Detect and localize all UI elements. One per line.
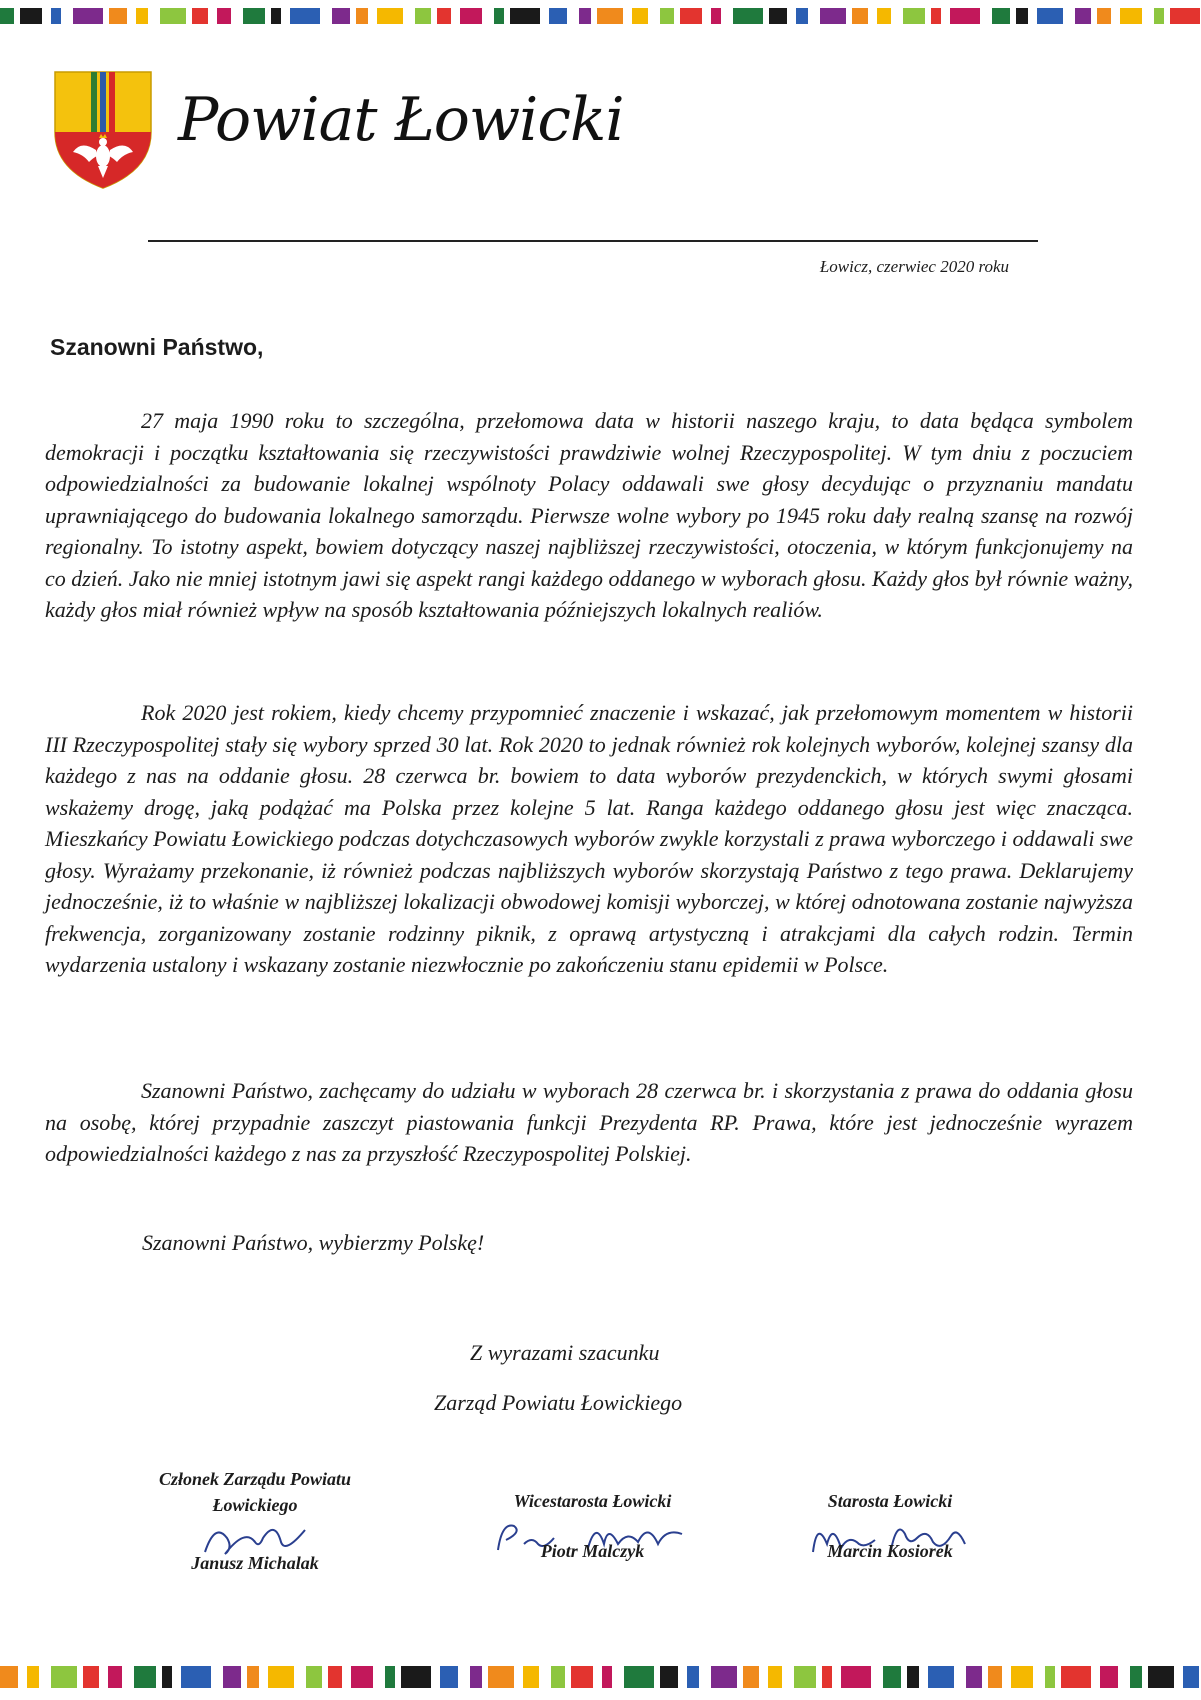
stripe-gap <box>1142 8 1154 24</box>
stripe-segment <box>437 8 451 24</box>
crest-stripe-blue <box>100 72 106 132</box>
stripe-segment <box>571 1666 593 1688</box>
signatory-name: Marcin Kosiorek <box>827 1541 953 1561</box>
stripe-gap <box>373 1666 385 1688</box>
stripe-gap <box>782 1666 794 1688</box>
stripe-gap <box>281 8 290 24</box>
signatory-role: Wicestarosta Łowicki <box>513 1491 672 1511</box>
stripe-segment <box>928 1666 954 1688</box>
signature-block-board-member <box>150 1466 360 1576</box>
stripe-segment <box>351 1666 373 1688</box>
stripe-gap <box>99 1666 108 1688</box>
stripe-segment <box>73 8 103 24</box>
stripe-segment <box>51 8 61 24</box>
stripe-segment <box>794 1666 816 1688</box>
stripe-segment <box>440 1666 458 1688</box>
stripe-segment <box>136 8 148 24</box>
stripe-segment <box>385 1666 395 1688</box>
stripe-gap <box>368 8 377 24</box>
stripe-gap <box>482 8 494 24</box>
stripe-segment <box>0 1666 18 1688</box>
stripe-gap <box>1063 8 1075 24</box>
stripe-segment <box>271 8 281 24</box>
stripe-segment <box>160 8 186 24</box>
stripe-segment <box>217 8 231 24</box>
stripe-segment <box>415 8 431 24</box>
stripe-gap <box>593 1666 602 1688</box>
stripe-segment <box>743 1666 759 1688</box>
stripe-segment <box>377 8 403 24</box>
stripe-segment <box>796 8 808 24</box>
signatory-role: Członek Zarządu Powiatu Łowickiego <box>158 1469 352 1515</box>
regards: Z wyrazami szacunku <box>470 1340 660 1365</box>
stripe-segment <box>680 8 702 24</box>
paragraph-1: 27 maja 1990 roku to szczególna, przełomowa data w historii naszego kraju, to data będąca symbolem demokracji i początku kształtowania się rzeczywistości prawdziwie wolnej Rzeczypospolitej. W tym dniu z poczuciem odpowiedzialności za budowanie lokalnej wspólnoty Polacy oddawali swe głosy decydując o przyznaniu mandatu uprawniającego do budowania lokalnego samorządu. Pierwsze wolne wybory po 1945 roku dały realną szansę na rozwój regionalny. To istotny aspekt, bowiem dotyczący naszej najbliższej rzeczywistości, otoczenia, w którym funkcjonujemy na co dzień. Jako nie mniej istotnym jawi się aspekt rangi każdego oddanego w wyborach głosu. Każdy głos był równie ważny, każdy głos miał również wpływ na sposób kształtowania późniejszych lokalnych realiów. <box>45 408 1133 622</box>
stripe-segment <box>488 1666 514 1688</box>
stripe-segment <box>328 1666 342 1688</box>
stripe-segment <box>711 8 721 24</box>
stripe-gap <box>623 8 632 24</box>
stripe-segment <box>1170 8 1200 24</box>
stripe-gap <box>919 1666 928 1688</box>
stripe-gap <box>1033 1666 1045 1688</box>
stripe-gap <box>1002 1666 1011 1688</box>
stripe-segment <box>290 8 320 24</box>
stripe-segment <box>162 1666 172 1688</box>
stripe-segment <box>768 1666 782 1688</box>
stripe-gap <box>868 8 877 24</box>
stripe-segment <box>356 8 368 24</box>
stripe-gap <box>721 8 733 24</box>
stripe-gap <box>431 1666 440 1688</box>
stripe-gap <box>787 8 796 24</box>
stripe-gap <box>403 8 415 24</box>
stripe-gap <box>980 8 992 24</box>
stripe-gap <box>211 1666 223 1688</box>
stripe-segment <box>243 8 265 24</box>
stripe-segment <box>733 8 763 24</box>
stripe-segment <box>988 1666 1002 1688</box>
stripe-segment <box>109 8 127 24</box>
stripe-segment <box>1011 1666 1033 1688</box>
stripe-gap <box>678 1666 687 1688</box>
stripe-segment <box>711 1666 737 1688</box>
stripe-segment <box>1075 8 1091 24</box>
date-line: Łowicz, czerwiec 2020 roku <box>819 257 1009 276</box>
stripe-gap <box>759 1666 768 1688</box>
stripe-segment <box>523 1666 539 1688</box>
stripe-gap <box>539 1666 551 1688</box>
stripe-segment <box>306 1666 322 1688</box>
stripe-segment <box>820 8 846 24</box>
stripe-segment <box>181 1666 211 1688</box>
stripe-segment <box>549 8 567 24</box>
stripe-gap <box>1028 8 1037 24</box>
stripe-segment <box>966 1666 982 1688</box>
stripe-gap <box>39 1666 51 1688</box>
stripe-gap <box>1174 1666 1183 1688</box>
stripe-segment <box>883 1666 901 1688</box>
stripe-gap <box>1118 1666 1130 1688</box>
stripe-segment <box>687 1666 699 1688</box>
stripe-segment <box>769 8 787 24</box>
stripe-segment <box>551 1666 565 1688</box>
stripe-segment <box>992 8 1010 24</box>
stripe-gap <box>122 1666 134 1688</box>
bottom-color-stripe <box>0 1666 1201 1688</box>
paragraph-2: Rok 2020 jest rokiem, kiedy chcemy przypomnieć znaczenie i wskazać, jak przełomowym momentem w historii III Rzeczypospolitej stały się wybory sprzed 30 lat. Rok 2020 to jednak również rok kolejnych wyborów, kolejnej szansy dla każdego z nas na oddanie głosu. 28 czerwca br. bowiem to data wyborów prezydenckich, w których swymi głosami wskażemy drogę, jaką podążać ma Polska przez kolejne 5 lat. Ranga każdego oddanego głosu jest więc znacząca. Mieszkańcy Powiatu Łowickiego podczas dotychczasowych wyborów zwykle korzystali z prawa wyborczego i oddawali swe głosy. Wyrażamy przekonanie, iż również podczas najbliższych wyborów skorzystają Państwo z tego prawa. Deklarujemy jednocześnie, iż to właśnie w najbliższej lokalizacji obwodowej komisji wyborczej, w której odnotowana zostanie najwyższa frekwencja, zorganizowany zostanie rodzinny piknik, z oprawą artystyczną i atrakcjami dla całych rodzin. Termin wydarzenia ustalony i wskazany zostanie niezwłocznie po zakończeniu stanu epidemii w Polsce. <box>45 700 1133 977</box>
stripe-gap <box>61 8 73 24</box>
stripe-gap <box>127 8 136 24</box>
stripe-gap <box>514 1666 523 1688</box>
stripe-segment <box>1061 1666 1091 1688</box>
stripe-segment <box>1154 8 1164 24</box>
stripe-segment <box>1045 1666 1055 1688</box>
stripe-gap <box>320 8 332 24</box>
stripe-segment <box>470 1666 482 1688</box>
stripe-segment <box>660 1666 678 1688</box>
stripe-gap <box>148 8 160 24</box>
stripe-segment <box>401 1666 431 1688</box>
signature-block-starost <box>800 1488 980 1564</box>
signatory-role: Starosta Łowicki <box>827 1491 953 1511</box>
stripe-segment <box>602 1666 612 1688</box>
stripe-segment <box>1130 1666 1142 1688</box>
stripe-gap <box>342 1666 351 1688</box>
stripe-gap <box>451 8 460 24</box>
stripe-segment <box>931 8 941 24</box>
stripe-segment <box>1100 1666 1118 1688</box>
stripe-gap <box>18 1666 27 1688</box>
stripe-segment <box>597 8 623 24</box>
signatory-name: Piotr Malczyk <box>540 1541 645 1561</box>
brand-title: Powiat Łowicki <box>178 85 624 155</box>
stripe-gap <box>231 8 243 24</box>
stripe-gap <box>808 8 820 24</box>
stripe-gap <box>42 8 51 24</box>
stripe-segment <box>134 1666 156 1688</box>
coat-of-arms-icon <box>53 70 153 190</box>
stripe-segment <box>460 8 482 24</box>
stripe-segment <box>332 8 350 24</box>
stripe-gap <box>1091 1666 1100 1688</box>
stripe-gap <box>294 1666 306 1688</box>
closing-call: Szanowni Państwo, wybierzmy Polskę! <box>142 1230 485 1255</box>
stripe-segment <box>660 8 674 24</box>
stripe-segment <box>1120 8 1142 24</box>
stripe-gap <box>699 1666 711 1688</box>
stripe-segment <box>108 1666 122 1688</box>
stripe-gap <box>567 8 579 24</box>
salutation: Szanowni Państwo, <box>50 334 264 360</box>
stripe-segment <box>83 1666 99 1688</box>
stripe-segment <box>579 8 591 24</box>
stripe-segment <box>268 1666 294 1688</box>
paragraph-3: Szanowni Państwo, zachęcamy do udziału w wyborach 28 czerwca br. i skorzystania z prawa do oddania głosu na osobę, której przypadnie zaszczyt piastowania funkcji Prezydenta RP. Prawa, które jest jednocześnie wyrazem odpowiedzialności każdego z nas za przyszłość Rzeczypospolitej Polskiej. <box>45 1078 1133 1166</box>
stripe-gap <box>941 8 950 24</box>
stripe-segment <box>1016 8 1028 24</box>
signature-block-vice-starost <box>475 1488 710 1564</box>
stripe-gap <box>954 1666 966 1688</box>
stripe-segment <box>0 8 14 24</box>
stripe-segment <box>632 8 648 24</box>
stripe-gap <box>871 1666 883 1688</box>
stripe-segment <box>27 1666 39 1688</box>
stripe-segment <box>247 1666 259 1688</box>
stripe-segment <box>20 8 42 24</box>
stripe-segment <box>51 1666 77 1688</box>
stripe-gap <box>540 8 549 24</box>
stripe-segment <box>903 8 925 24</box>
stripe-segment <box>1037 8 1063 24</box>
stripe-gap <box>458 1666 470 1688</box>
board-name: Zarząd Powiatu Łowickiego <box>434 1390 683 1415</box>
stripe-segment <box>510 8 540 24</box>
stripe-gap <box>702 8 711 24</box>
crest-stripe-red <box>109 72 115 132</box>
top-color-stripe <box>0 8 1201 24</box>
stripe-segment <box>822 1666 832 1688</box>
stripe-gap <box>891 8 903 24</box>
stripe-segment <box>1183 1666 1199 1688</box>
header-divider <box>148 240 1038 242</box>
stripe-segment <box>1097 8 1111 24</box>
stripe-segment <box>907 1666 919 1688</box>
stripe-segment <box>877 8 891 24</box>
stripe-segment <box>950 8 980 24</box>
stripe-segment <box>192 8 208 24</box>
stripe-gap <box>259 1666 268 1688</box>
signatory-name: Janusz Michalak <box>191 1553 319 1573</box>
stripe-segment <box>494 8 504 24</box>
stripe-segment <box>841 1666 871 1688</box>
stripe-gap <box>1111 8 1120 24</box>
stripe-segment <box>223 1666 241 1688</box>
crest-stripe-green <box>91 72 97 132</box>
stripe-gap <box>612 1666 624 1688</box>
stripe-gap <box>172 1666 181 1688</box>
stripe-gap <box>208 8 217 24</box>
stripe-gap <box>648 8 660 24</box>
stripe-segment <box>624 1666 654 1688</box>
stripe-gap <box>832 1666 841 1688</box>
stripe-segment <box>1148 1666 1174 1688</box>
stripe-segment <box>852 8 868 24</box>
